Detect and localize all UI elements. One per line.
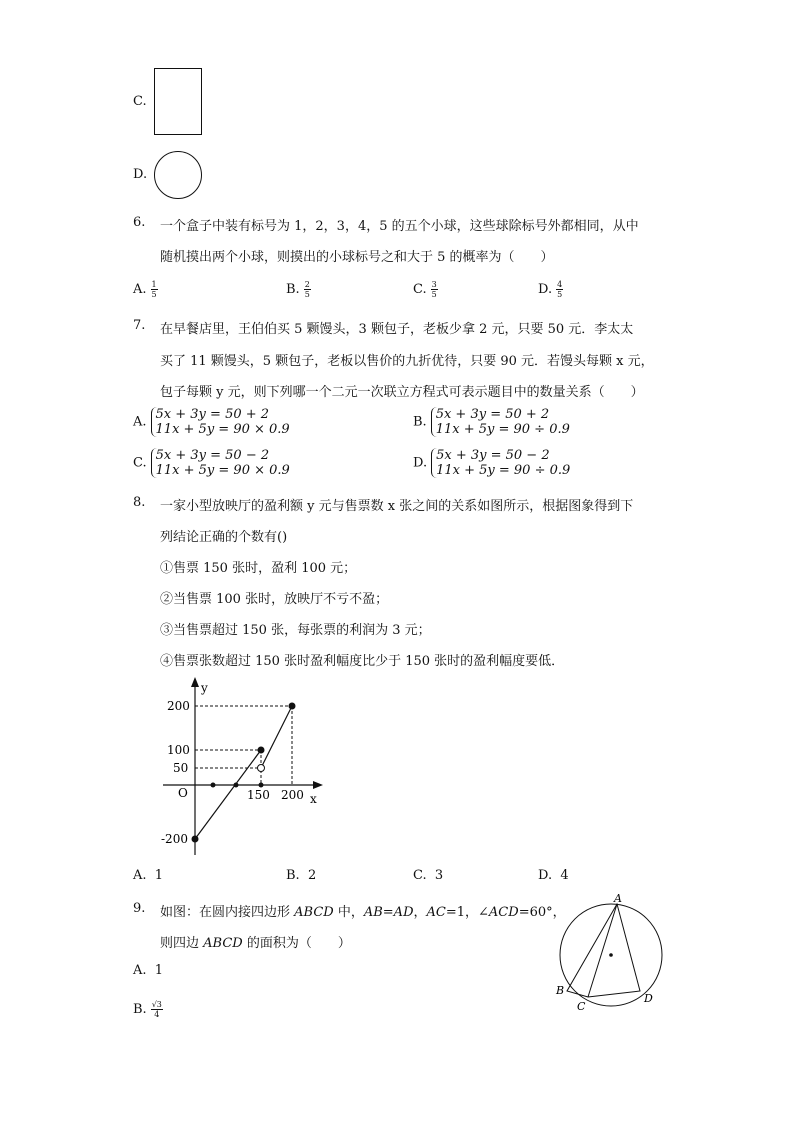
q5-option-c-label: C. <box>133 94 147 109</box>
equation-system: 5x + 3y = 50 + 2 11x + 5y = 90 × 0.9 <box>151 407 290 437</box>
option-label: D. <box>413 455 428 471</box>
fraction: $\frac{1}{5}$ <box>151 280 157 299</box>
point-200-200 <box>289 703 296 710</box>
option-label: B. <box>286 282 300 297</box>
point-x-intercept <box>234 783 239 788</box>
option-label: A. <box>133 282 147 297</box>
q7-option-a[interactable] <box>133 407 290 437</box>
q5-option-d-label: D. <box>133 167 148 182</box>
x-axis-label: x <box>310 792 317 806</box>
q8-option-b[interactable] <box>286 868 316 883</box>
q8-statement-4: ④售票张数超过 150 张时盈利幅度比少于 150 张时的盈利幅度要低． <box>160 654 565 669</box>
q8-text-line2: 列结论正确的个数有() <box>160 530 288 545</box>
q9-option-a[interactable] <box>133 963 163 978</box>
option-text: 1 <box>154 963 164 978</box>
q6-option-d[interactable] <box>538 280 563 299</box>
q6-text-line2: 随机摸出两个小球，则摸出的小球标号之和大于 5 的概率为（ ） <box>160 250 554 265</box>
q7-option-c[interactable] <box>133 448 290 478</box>
y-axis-arrow <box>191 677 199 687</box>
option-label: D. <box>538 282 553 297</box>
q8-statement-2: ②当售票 100 张时，放映厅不亏不盈； <box>160 592 389 607</box>
option-label: C. <box>413 868 427 883</box>
fraction: $\frac{3}{5}$ <box>431 280 437 299</box>
q9-number: 9. <box>133 901 146 916</box>
option-text: 4 <box>560 868 569 883</box>
label-d: D <box>644 992 653 1005</box>
option-label: A. <box>133 414 147 430</box>
equation-system: 5x + 3y = 50 − 2 11x + 5y = 90 ÷ 0.9 <box>431 448 570 478</box>
y-tick-100: 100 <box>167 743 190 757</box>
option-label: A. <box>133 868 147 883</box>
q8-option-c[interactable] <box>413 868 443 883</box>
rectangle-figure <box>154 68 202 135</box>
q8-number: 8. <box>133 495 146 510</box>
option-label: A. <box>133 963 147 978</box>
q7-text-line2: 买了 11 颗馒头，5 颗包子，老板以售价的九折优待，只要 90 元．若馒头每颗 x 元， <box>160 354 654 369</box>
q6-option-c[interactable] <box>413 280 438 299</box>
point-start <box>192 836 199 843</box>
fraction: $\frac{2}{5}$ <box>304 280 310 299</box>
q6-option-b[interactable] <box>286 280 311 299</box>
y-tick-50: 50 <box>173 761 189 775</box>
fraction: $\frac{√3}{4}$ <box>151 1000 162 1019</box>
option-text: 3 <box>434 868 444 883</box>
circle-quadrilateral-figure <box>552 890 672 1015</box>
y-axis-label: y <box>201 681 208 695</box>
profit-graph <box>155 675 340 860</box>
x-axis-arrow <box>313 781 323 789</box>
label-b: B <box>556 984 565 997</box>
q7-number: 7. <box>133 318 146 333</box>
x-tick-150: 150 <box>247 788 270 802</box>
q6-option-a[interactable] <box>133 280 158 299</box>
q9-text-line1: 如图：在圆内接四边形 ABCD 中，AB=AD，AC=1，∠ACD=60°， <box>160 905 566 920</box>
segment-2 <box>261 706 292 768</box>
point-150-100 <box>258 747 265 754</box>
q8-option-d[interactable] <box>538 868 569 883</box>
option-label: B. <box>413 414 427 430</box>
q9-text-line2: 则四边 ABCD 的面积为（ ） <box>160 936 351 951</box>
q8-option-a[interactable] <box>133 868 163 883</box>
x-tick-200: 200 <box>281 788 304 802</box>
q7-option-b[interactable] <box>413 407 570 437</box>
q8-text-line1: 一家小型放映厅的盈利额 y 元与售票数 x 张之间的关系如图所示，根据图象得到下 <box>160 499 634 514</box>
point-x-tick <box>211 783 216 788</box>
y-tick-200: 200 <box>167 699 190 713</box>
option-label: D. <box>538 868 553 883</box>
label-c: C <box>577 1000 586 1013</box>
option-label: C. <box>133 455 147 471</box>
q7-text-line3: 包子每颗 y 元，则下列哪一个二元一次联立方程式可表示题目中的数量关系（ ） <box>160 385 644 400</box>
fraction: $\frac{4}{5}$ <box>557 280 563 299</box>
option-text: 2 <box>307 868 317 883</box>
q6-number: 6. <box>133 215 146 230</box>
q6-text-line1: 一个盒子中装有标号为 1，2，3，4，5 的五个小球，这些球除标号外都相同，从中 <box>160 219 639 234</box>
option-text: 1 <box>154 868 164 883</box>
equation-system: 5x + 3y = 50 + 2 11x + 5y = 90 ÷ 0.9 <box>431 407 570 437</box>
y-tick-neg200: -200 <box>161 832 188 846</box>
q8-statement-3: ③当售票超过 150 张，每张票的利润为 3 元； <box>160 623 431 638</box>
circle-center <box>609 953 613 957</box>
q7-text-line1: 在早餐店里，王伯伯买 5 颗馒头，3 颗包子，老板少拿 2 元，只要 50 元．李太太 <box>160 322 634 337</box>
q9-option-b[interactable] <box>133 1000 163 1019</box>
point-150-50-open <box>258 765 265 772</box>
option-label: C. <box>413 282 427 297</box>
origin-label: O <box>178 786 188 800</box>
circle-figure <box>154 151 202 199</box>
option-label: B. <box>286 868 300 883</box>
q8-statement-1: ①售票 150 张时，盈利 100 元； <box>160 561 357 576</box>
diagonal-ac <box>588 904 617 997</box>
equation-system: 5x + 3y = 50 − 2 11x + 5y = 90 × 0.9 <box>151 448 290 478</box>
q7-option-d[interactable] <box>413 448 570 478</box>
point-x150 <box>259 783 264 788</box>
option-label: B. <box>133 1002 147 1017</box>
label-a: A <box>614 892 622 905</box>
quadrilateral-abcd <box>567 904 640 997</box>
